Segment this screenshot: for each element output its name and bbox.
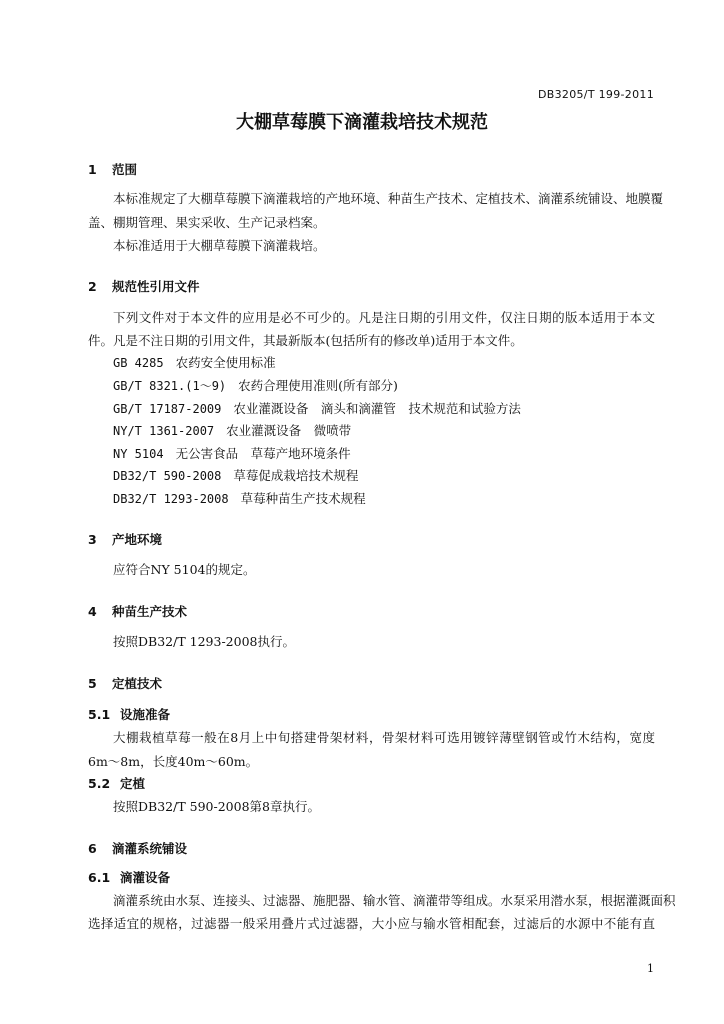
section-number: 4	[88, 604, 97, 619]
reference-code: GB/T 17187-2009	[113, 402, 222, 416]
reference-item	[113, 466, 358, 484]
s5-1-paragraph-line: 大棚栽植草莓一般在8月上中旬搭建骨架材料，骨架材料可选用镀锌薄壁钢管或竹木结构，宽度	[113, 730, 655, 745]
reference-code: GB 4285	[113, 356, 164, 370]
section-title: 范围	[112, 162, 138, 177]
section-title: 滴灌系统铺设	[112, 841, 188, 856]
s5-1-paragraph-line: 6m～8m，长度40m～60m。	[88, 754, 259, 769]
reference-item	[113, 353, 276, 371]
reference-item	[113, 444, 351, 462]
reference-name: 草莓促成栽培技术规程	[233, 468, 359, 483]
section-3-heading	[88, 530, 162, 548]
reference-name: 农业灌溉设备 滴头和滴灌管 技术规范和试验方法	[233, 401, 521, 416]
reference-code: NY 5104	[113, 447, 164, 461]
section-1-heading	[88, 160, 137, 178]
section-2-heading	[88, 277, 200, 295]
subsection-number: 6.1	[88, 870, 111, 885]
section-number: 1	[88, 162, 97, 177]
reference-item	[113, 421, 351, 439]
section-5-heading	[88, 674, 162, 692]
section-number: 5	[88, 676, 97, 691]
reference-code: NY/T 1361-2007	[113, 424, 215, 438]
s3-paragraph: 应符合NY 5104的规定。	[113, 562, 256, 577]
reference-code: DB32/T 1293-2008	[113, 492, 229, 506]
section-number: 3	[88, 532, 97, 547]
reference-code: GB/T 8321.(1～9)	[113, 379, 227, 393]
subsection-title: 滴灌设备	[120, 870, 171, 885]
section-6-heading	[88, 839, 187, 857]
reference-name: 农药安全使用标准	[175, 355, 276, 370]
section-number: 2	[88, 279, 97, 294]
section-title: 规范性引用文件	[112, 279, 200, 294]
subsection-number: 5.2	[88, 776, 111, 791]
s6-1-paragraph-line: 选择适宜的规格，过滤器一般采用叠片式过滤器，大小应与输水管相配套，过滤后的水源中不能有直	[88, 916, 655, 931]
s1-paragraph: 本标准适用于大棚草莓膜下滴灌栽培。	[113, 238, 326, 253]
reference-name: 农业灌溉设备 微喷带	[226, 423, 352, 438]
reference-item	[113, 376, 398, 394]
reference-name: 无公害食品 草莓产地环境条件	[175, 446, 351, 461]
section-title: 种苗生产技术	[112, 604, 188, 619]
reference-code: DB32/T 590-2008	[113, 469, 222, 483]
subsection-5-1-heading	[88, 705, 170, 723]
reference-name: 农药合理使用准则(所有部分)	[238, 378, 398, 393]
s4-paragraph: 按照DB32/T 1293-2008执行。	[113, 634, 295, 649]
subsection-title: 定植	[120, 776, 146, 791]
section-number: 6	[88, 841, 97, 856]
subsection-title: 设施准备	[120, 707, 171, 722]
s1-paragraph-line: 本标准规定了大棚草莓膜下滴灌栽培的产地环境、种苗生产技术、定植技术、滴灌系统铺设、地膜覆	[113, 191, 664, 206]
reference-item	[113, 399, 521, 417]
s5-2-paragraph: 按照DB32/T 590-2008第8章执行。	[113, 799, 320, 814]
reference-item	[113, 489, 366, 507]
reference-name: 草莓种苗生产技术规程	[240, 491, 366, 506]
page-number: 1	[647, 962, 654, 975]
subsection-6-1-heading	[88, 868, 170, 886]
section-title: 定植技术	[112, 676, 163, 691]
s2-paragraph-line: 下列文件对于本文件的应用是必不可少的。凡是注日期的引用文件，仅注日期的版本适用于本文	[113, 310, 655, 325]
s6-1-paragraph-line: 滴灌系统由水泵、连接头、过滤器、施肥器、输水管、滴灌带等组成。水泵采用潜水泵，根据灌溉面积	[113, 893, 676, 908]
subsection-5-2-heading	[88, 774, 145, 792]
document-title: 大棚草莓膜下滴灌栽培技术规范	[236, 112, 488, 133]
s1-paragraph-line: 盖、棚期管理、果实采收、生产记录档案。	[88, 215, 326, 230]
section-4-heading	[88, 602, 187, 620]
subsection-number: 5.1	[88, 707, 111, 722]
document-number: DB3205/T 199-2011	[538, 88, 654, 101]
s2-paragraph-line: 件。凡是不注日期的引用文件，其最新版本(包括所有的修改单)适用于本文件。	[88, 333, 523, 348]
section-title: 产地环境	[112, 532, 163, 547]
